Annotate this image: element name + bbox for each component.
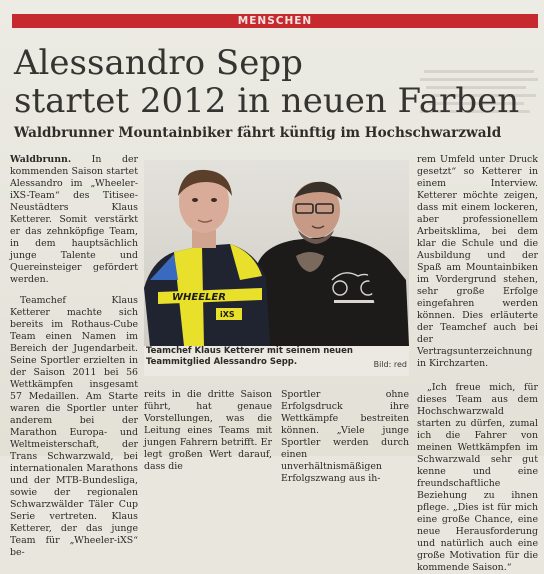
paragraph: Sportler ohne Erfolgsdruck ihre Wettkämpfe bestreiten können. „Viele junge Sportler werden durch einen unverhältnismäßigen Erfolgszwang aus ih-	[281, 389, 409, 484]
photo-credit: Bild: red	[373, 360, 407, 369]
paragraph-intro	[10, 154, 138, 286]
paragraph: rem Umfeld unter Druck gesetzt“ so Ketterer in einem Interview. Ketterer möchte zeigen, dass mit einem lockeren, aber professionellem Arbeitsklima, bei dem klar die Schule und die Ausbildung und der Spaß am Mountainbiken im Vordergrund stehen, sehr große Erfolge eingefahren werden können. Dies erläuterte der Teamchef auch bei der Vertragsunterzeichnung in Kirchzarten.	[417, 154, 538, 369]
headline-line-2: startet 2012 in neuen Farben	[14, 81, 520, 121]
headline	[14, 44, 534, 120]
article-column-3	[281, 389, 409, 484]
jersey-text: WHEELER	[172, 292, 226, 303]
paragraph-quote: „Ich freue mich, für dieses Team aus dem Hochschwarzwald starten zu dürfen, zumal ich die Fahrer von meinen Wettkämpfen im Schwarzwald sehr gut kenne und eine freundschaftliche Beziehung zu ihnen pflege. „Dies ist für mich eine große Chance, eine neue Herausforderung und natürlich auch eine große Motivation für die kommende Saison.“	[417, 382, 538, 573]
intro-text: In der kommenden Saison startet Alessandro im „Wheeler-iXS-Team“ des Titisee-Neustädters Klaus Ketterer. Somit verstärkt er das zehnköpfige Team, in dem hauptsächlich junge Talente und Quereinsteiger gefördert werden.	[10, 154, 138, 285]
paragraph: reits in die dritte Saison führt, hat genaue Vorstellungen, was die Leitung eines Teams mit jungen Fahrern betrifft. Er legt großen Wert darauf, dass die	[144, 389, 272, 472]
article-column-4	[417, 154, 538, 574]
section-rubric: MENSCHEN	[237, 15, 313, 27]
dateline: Waldbrunn.	[10, 154, 72, 165]
paragraph: Teamchef Klaus Ketterer machte sich bereits im Rothaus-Cube Team einen Namen im Bereich der Jugendarbeit. Seine Sportler erzielten in der Saison 2011 bei 56 Wettkämpfen insgesamt 57 Medaillen. Am Starte waren die Sportler unter anderem bei der Marathon Europa- und Weltmeisterschaft, der Trans Schwarzwald, bei internationalen Marathons und der MTB-Bundesliga, sowie der regionalen Schwarzwälder Täler Cup Serie vertreten. Klaus Ketterer, der das junge Team für „Wheeler-iXS“ be-	[10, 295, 138, 558]
headline-line-1: Alessandro Sepp	[14, 43, 303, 83]
subheadline: Waldbrunner Mountainbiker fährt künftig im Hochschwarzwald	[14, 125, 502, 141]
article-column-1	[10, 154, 138, 559]
article-column-2	[144, 389, 272, 472]
section-rubric-bar	[12, 14, 538, 28]
photo-illustration	[144, 160, 409, 346]
photo-caption: Teamchef Klaus Ketterer mit seinem neuen Teammitglied Alessandro Sepp.	[146, 346, 353, 367]
article-photo	[144, 160, 409, 346]
jersey-badge: iXS	[220, 310, 235, 319]
caption-area	[144, 346, 409, 376]
